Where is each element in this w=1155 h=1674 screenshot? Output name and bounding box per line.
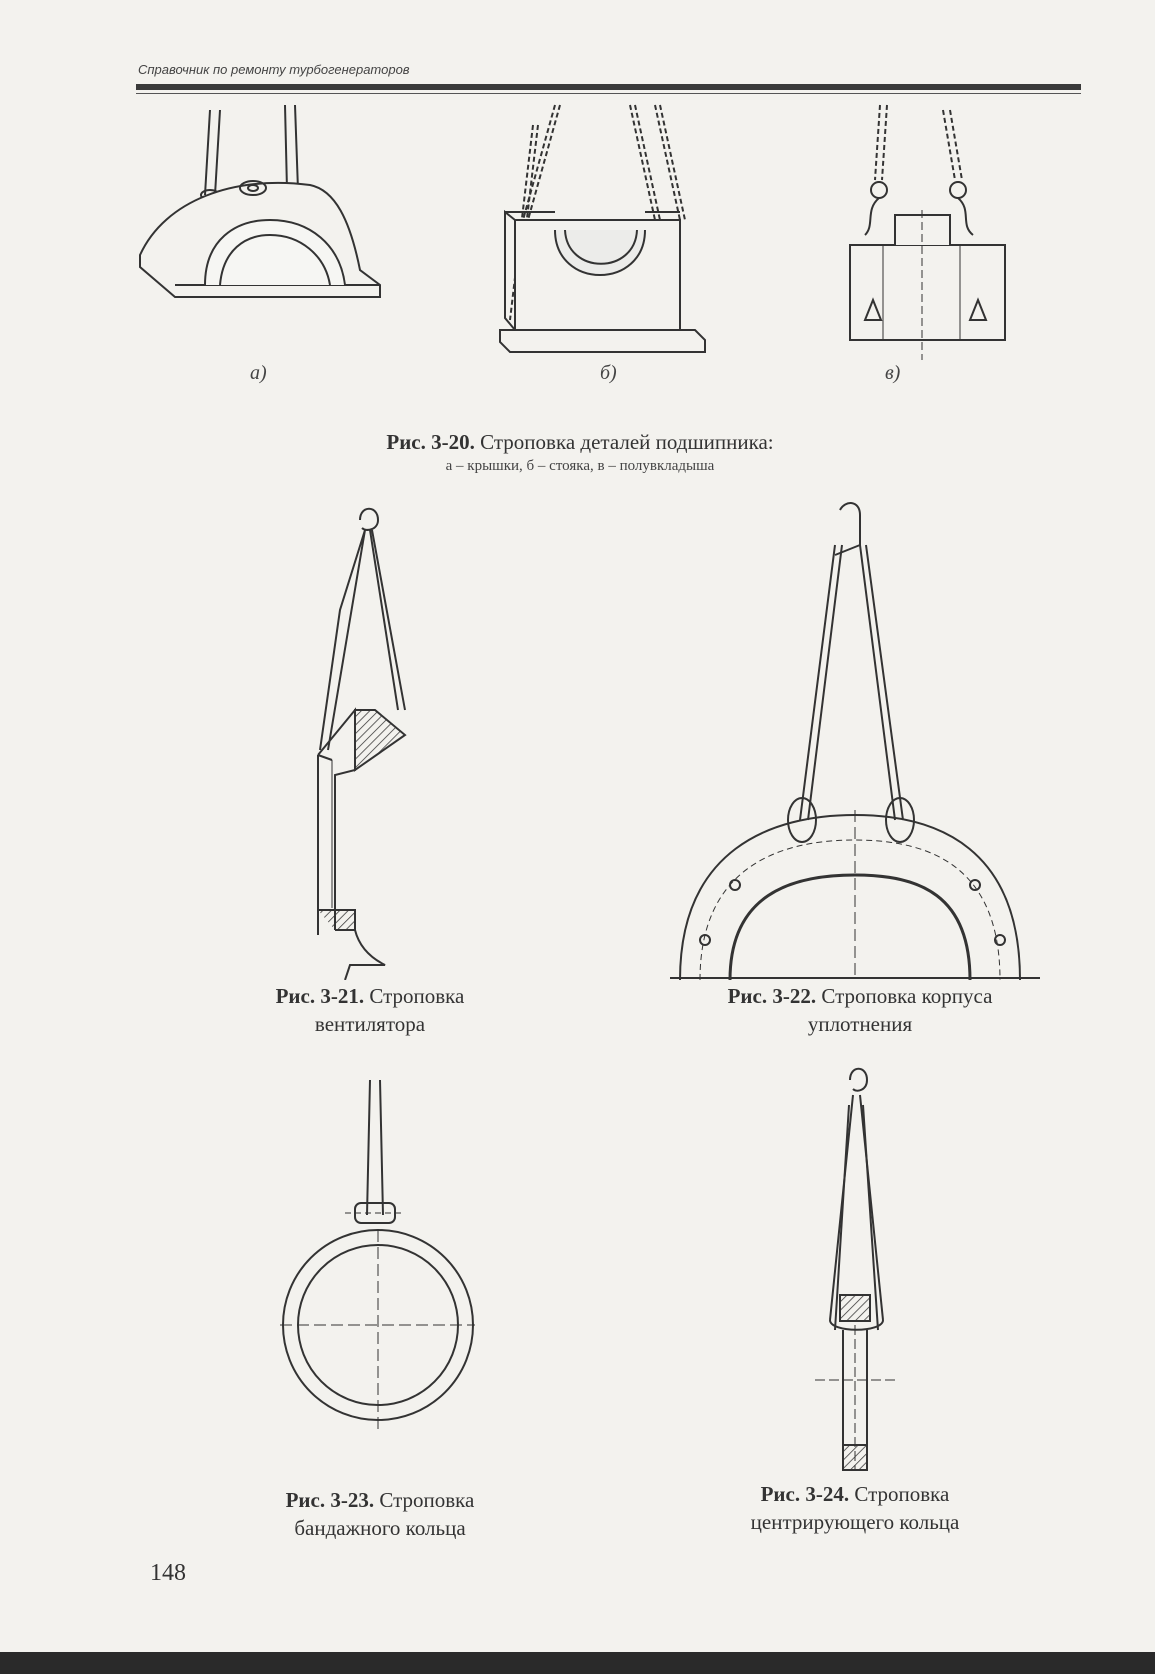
figure-3-24-centering-ring xyxy=(805,1065,905,1485)
figure-3-21-fan xyxy=(300,500,440,980)
running-head: Справочник по ремонту турбогенераторов xyxy=(138,62,410,77)
header-rule-thick xyxy=(136,84,1081,90)
caption-3-20-sub: а – крышки, б – стояка, в – полувкладыша xyxy=(445,458,715,474)
caption-3-23-line2: бандажного кольца xyxy=(294,1516,466,1540)
caption-3-22-number: Рис. 3-22. xyxy=(727,984,817,1008)
caption-3-21 xyxy=(240,982,500,1038)
caption-3-21-number: Рис. 3-21. xyxy=(275,984,365,1008)
caption-3-20-text: Строповка деталей подшипника: xyxy=(480,430,774,454)
caption-3-20-number: Рис. 3-20. xyxy=(386,430,475,454)
caption-3-20 xyxy=(330,428,830,456)
scan-edge-band xyxy=(0,1652,1155,1674)
caption-3-24-line1: Строповка xyxy=(854,1482,950,1506)
page-number: 148 xyxy=(150,1560,186,1586)
sublabel-c: в) xyxy=(885,362,901,384)
caption-3-23-number: Рис. 3-23. xyxy=(285,1488,375,1512)
caption-3-21-line1: Строповка xyxy=(369,984,465,1008)
caption-3-23 xyxy=(250,1486,510,1542)
caption-3-21-line2: вентилятора xyxy=(314,1012,426,1036)
caption-3-22-line1: Строповка корпуса xyxy=(821,984,993,1008)
caption-3-23-line1: Строповка xyxy=(379,1488,475,1512)
figure-3-20c-half-liner xyxy=(835,100,1015,384)
sublabel-a: а) xyxy=(250,362,267,384)
figure-3-22-seal-housing xyxy=(670,500,1040,980)
sublabel-b: б) xyxy=(600,362,617,384)
header-rule-thin xyxy=(136,93,1081,94)
figure-3-20a-bearing-cover xyxy=(135,100,395,384)
figure-3-23-bandage-ring xyxy=(275,1075,485,1435)
caption-3-24 xyxy=(715,1480,995,1536)
caption-3-22 xyxy=(680,982,1040,1038)
caption-3-22-line2: уплотнения xyxy=(807,1012,913,1036)
caption-3-24-number: Рис. 3-24. xyxy=(760,1482,850,1506)
figure-3-20b-bearing-pedestal xyxy=(495,100,715,384)
caption-3-24-line2: центрирующего кольца xyxy=(750,1510,960,1534)
